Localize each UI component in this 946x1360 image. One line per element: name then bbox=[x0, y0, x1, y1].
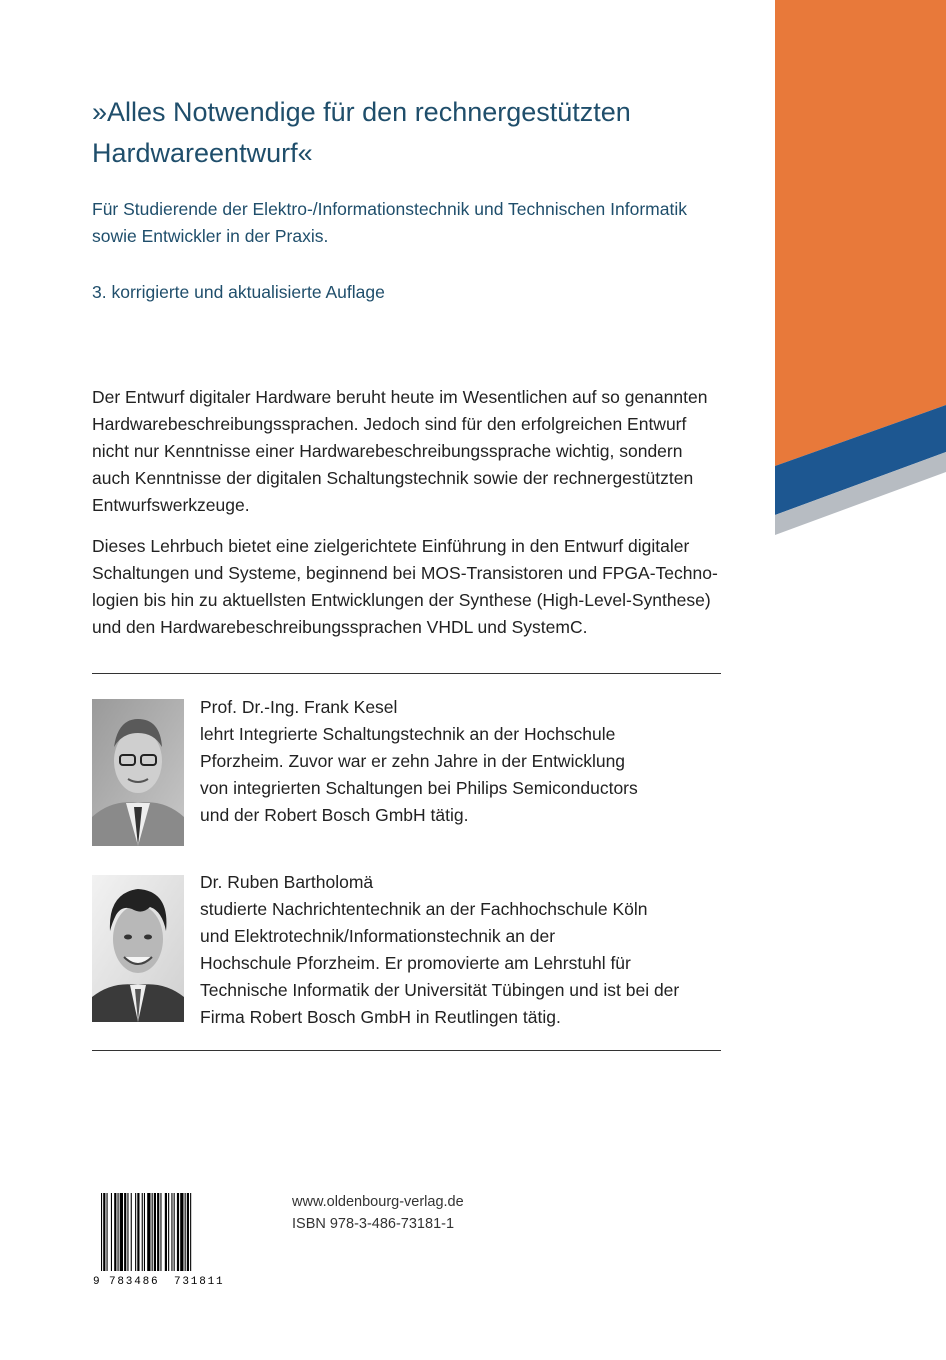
author-bio-line: Technische Informatik der Universität Tübingen und ist bei der bbox=[200, 980, 680, 1000]
barcode-bar bbox=[165, 1193, 167, 1271]
barcode-left-digits: 783486 bbox=[109, 1276, 160, 1286]
author-bio-line: und Elektrotechnik/Informationstechnik an der bbox=[200, 926, 556, 946]
publisher-url[interactable]: www.oldenbourg-verlag.de bbox=[292, 1194, 464, 1210]
barcode-bar bbox=[190, 1193, 191, 1271]
barcode-bar bbox=[101, 1193, 102, 1271]
headline-line-2: Hardwareentwurf« bbox=[92, 138, 313, 168]
barcode-bar bbox=[157, 1193, 159, 1271]
barcode-bar bbox=[111, 1193, 112, 1271]
divider-bottom bbox=[92, 1050, 721, 1051]
barcode-bar bbox=[154, 1193, 156, 1271]
description-paragraph-1 bbox=[92, 384, 732, 519]
paragraph-line: Der Entwurf digitaler Hardware beruht heute im Wesentlichen auf so genannten bbox=[92, 387, 708, 407]
barcode-bar bbox=[120, 1193, 123, 1271]
audience-line-2: sowie Entwickler in der Praxis. bbox=[92, 226, 329, 246]
barcode-lead-digit: 9 bbox=[93, 1276, 100, 1286]
barcode-bar bbox=[168, 1193, 169, 1271]
book-headline bbox=[92, 92, 732, 174]
publisher-info bbox=[292, 1191, 464, 1235]
description-paragraph-2 bbox=[92, 533, 732, 641]
barcode-bar bbox=[137, 1193, 139, 1271]
barcode-bar bbox=[147, 1193, 150, 1271]
barcode-bar bbox=[185, 1193, 186, 1271]
paragraph-line: Entwurfswerkzeuge. bbox=[92, 495, 250, 515]
barcode-right-digits: 731811 bbox=[174, 1276, 225, 1286]
target-audience bbox=[92, 196, 772, 250]
headline-line-1: »Alles Notwendige für den rechnergestützten bbox=[92, 97, 631, 127]
barcode-bar bbox=[144, 1193, 145, 1271]
author-bio-kesel bbox=[200, 694, 740, 829]
paragraph-line: Hardwarebeschreibungssprachen. Jedoch sind für den erfolgreichen Entwurf bbox=[92, 414, 687, 434]
isbn-number: ISBN 978-3-486-73181-1 bbox=[292, 1216, 455, 1232]
orange-stripe bbox=[775, 0, 946, 466]
barcode-bar bbox=[174, 1193, 175, 1271]
barcode-bar bbox=[142, 1193, 143, 1271]
author-bio-line: und der Robert Bosch GmbH tätig. bbox=[200, 805, 469, 825]
paragraph-line: Schaltungen und Systeme, beginnend bei MOS-Transistoren und FPGA-Techno- bbox=[92, 563, 718, 583]
author-bio-line: Hochschule Pforzheim. Er promovierte am Lehrstuhl für bbox=[200, 953, 631, 973]
author-name: Prof. Dr.-Ing. Frank Kesel bbox=[200, 697, 398, 717]
barcode-bar bbox=[187, 1193, 189, 1271]
barcode-bar bbox=[171, 1193, 172, 1271]
author-portrait-bartholomae-icon bbox=[92, 875, 184, 1022]
paragraph-line: und den Hardwarebeschreibungssprachen VHDL und SystemC. bbox=[92, 617, 588, 637]
divider-top bbox=[92, 673, 721, 674]
barcode-bar bbox=[152, 1193, 153, 1271]
author-bio-bartholomae bbox=[200, 869, 740, 1031]
barcode-bar bbox=[160, 1193, 161, 1271]
author-portrait-kesel-icon bbox=[92, 699, 184, 846]
author-name: Dr. Ruben Bartholomä bbox=[200, 872, 374, 892]
cover-stripes-graphic bbox=[770, 0, 946, 540]
barcode-bars bbox=[101, 1193, 191, 1271]
author-bio-line: Pforzheim. Zuvor war er zehn Jahre in der Entwicklung bbox=[200, 751, 626, 771]
paragraph-line: Dieses Lehrbuch bietet eine zielgerichtete Einführung in den Entwurf digitaler bbox=[92, 536, 690, 556]
barcode-bar bbox=[127, 1193, 128, 1271]
barcode-bar bbox=[118, 1193, 119, 1271]
author-bio-line: von integrierten Schaltungen bei Philips Semiconductors bbox=[200, 778, 638, 798]
edition-note: 3. korrigierte und aktualisierte Auflage bbox=[92, 282, 385, 302]
barcode-bar bbox=[103, 1193, 105, 1271]
paragraph-line: logien bis hin zu aktuellsten Entwicklungen der Synthese (High-Level-Synthese) bbox=[92, 590, 711, 610]
paragraph-line: nicht nur Kenntnisse einer Hardwarebeschreibungssprache wichtig, sondern bbox=[92, 441, 683, 461]
barcode-bar bbox=[107, 1193, 108, 1271]
barcode-bar bbox=[177, 1193, 179, 1271]
author-bio-line: studierte Nachrichtentechnik an der Fachhochschule Köln bbox=[200, 899, 648, 919]
barcode-bar bbox=[131, 1193, 132, 1271]
audience-line-1: Für Studierende der Elektro-/Informationstechnik und Technischen Informatik bbox=[92, 199, 687, 219]
barcode-bar bbox=[135, 1193, 136, 1271]
paragraph-line: auch Kenntnisse der digitalen Schaltungstechnik sowie der rechnergestützten bbox=[92, 468, 694, 488]
barcode-bar bbox=[114, 1193, 116, 1271]
author-bio-line: Firma Robert Bosch GmbH in Reutlingen tätig. bbox=[200, 1007, 561, 1027]
barcode-bar bbox=[180, 1193, 183, 1271]
author-bio-line: lehrt Integrierte Schaltungstechnik an der Hochschule bbox=[200, 724, 616, 744]
isbn-barcode-icon bbox=[93, 1193, 243, 1286]
barcode-bar bbox=[124, 1193, 126, 1271]
